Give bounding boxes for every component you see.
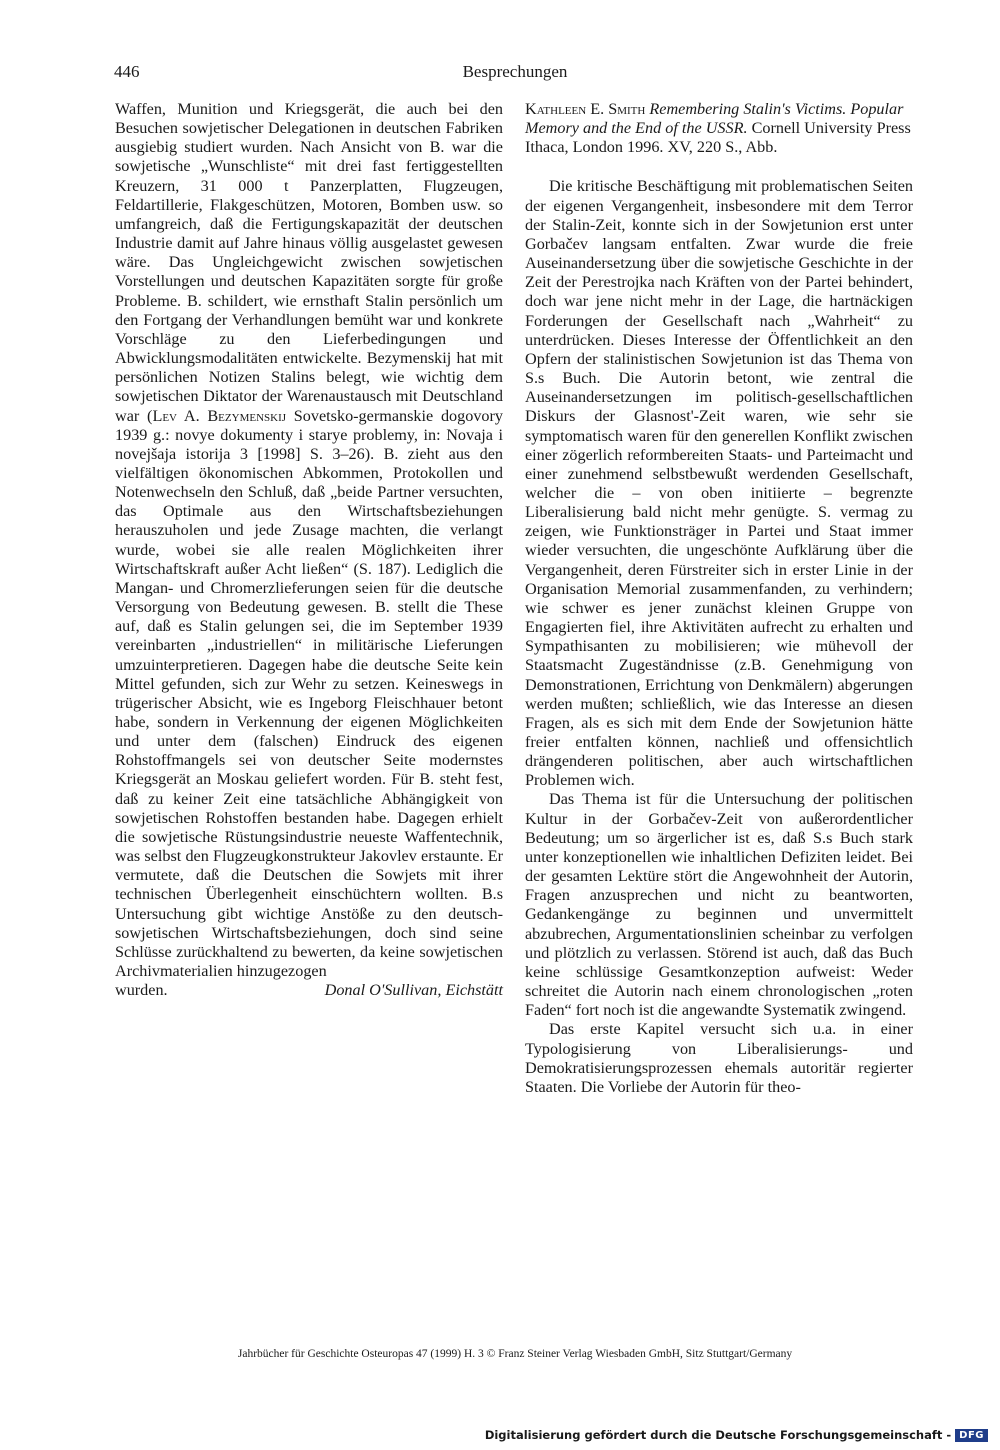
page-number: 446: [114, 62, 140, 81]
digitization-note: Digitalisierung gefördert durch die Deutsche Forschungsgemeinschaft -: [484, 1428, 952, 1442]
journal-footer: Jahrbücher für Geschichte Osteuropas 47 (1999) H. 3 © Franz Steiner Verlag Wiesbaden GmbH, Sitz Stuttgart/Germany: [237, 1348, 793, 1360]
citation-author: Lev A. Bezymenskij: [152, 406, 287, 425]
reviewer-signoff: [115, 981, 503, 1000]
review-continuation: [115, 100, 503, 981]
left-column: [115, 100, 503, 1000]
review-heading: [525, 100, 913, 157]
last-word: wurden.: [115, 981, 168, 1000]
continuation-text: Waffen, Munition und Kriegsgerät, die auch bei den Besuchen sowjetischer Delegationen in deutschen Fabriken ausgiebig studiert wurden. Nach Ansicht von B. war die sowjetische „Wunschliste“ mit drei fast fertiggestellten Kreuzern, 31 000 t Panzerplatten, Flugzeugen, Feldartillerie, Flakgeschützen, Motoren, Bomben usw. so umfangreich, daß die Fertigungskapazität der deutschen Industrie damit auf Jahre hinaus völlig ausgelastet gewesen wäre. Das Ungleichgewicht zwischen sowjetischen Vorstellungen und deutschen Kapazitäten sorgte für große Probleme. B. schildert, wie ernsthaft Stalin persönlich um den Fortgang der Verhandlungen bemüht war und konkrete Vorschläge zu den Lieferbedingungen und Abwicklungsmodalitäten entwickelte. Bezymenskij hat mit persönlichen Notizen Stalins belegt, wie wichtig dem sowjetischen Diktator der Warenaustausch mit Deutschland war (: [115, 100, 503, 425]
review-paragraph: Das erste Kapitel versucht sich u.a. in einer Typologisierung von Liberalisierungs- und Demokratisierungsprozessen ehemals autoritär regierter Staaten. Die Vorliebe der Autorin für theo-: [525, 1020, 913, 1096]
reviewer-name: Donal O'Sullivan, Eichstätt: [324, 981, 503, 1000]
digitization-bar: [485, 1428, 988, 1442]
review-paragraph: Das Thema ist für die Untersuchung der politischen Kultur in der Gorbačev-Zeit von außerordentlicher Bedeutung; um so ärgerlicher ist es, daß S.s Buch stark unter konzeptionellen wie inhaltlichen Defiziten leidet. Bei der gesamten Lektüre stört die Angewohnheit der Autorin, Fragen anzusprechen und nicht zu beantworten, Gedankengänge zu beginnen und unvermittelt abzubrechen, Argumentationslinien scheinbar zu verfolgen und plötzlich zu verlassen. Störend ist auch, daß das Buch keine schlüssige Gesamtkonzeption aufweist: Weder schreitet die Autorin nach einem chronologischen „roten Faden“ fort noch ist die angewandte Systematik zwingend.: [525, 790, 913, 1020]
review-title: Remembering Stalin's Victims. Popular Memory and the End of the USSR.: [525, 100, 904, 138]
review-author: Kathleen E. Smith: [525, 100, 646, 118]
citation-rest: Sovetsko-germanskie dogovory 1939 g.: novye dokumenty i starye problemy, in: Novaja i novejšaja istorija 3 [1998] S. 3–26). B. zieht aus den vielfältigen ökonomischen Abkommen, Protokollen und Notenwechseln den Schluß, daß „beide Partner versuchten, das Optimale aus den Wirtschaftsbeziehungen herauszuholen und jede Zusage machten, die verlangt wurde, wobei sie alle realen Möglichkeiten ihrer Wirtschaftskraft außer Acht ließen“ (S. 187). Lediglich die Mangan- und Chromerzlieferungen seien für die deutsche Versorgung von Bedeutung gewesen. B. stellt die These auf, daß es Stalin gelungen sei, die im September 1939 vereinbarten „industriellen“ in militärische Lieferungen umzuinterpretieren. Dagegen habe die deutsche Seite kein Mittel gefunden, sich zur Wehr zu setzen. Keineswegs in trügerischer Absicht, wie es Ingeborg Fleischhauer betont habe, sondern in Verkennung der eigenen Möglichkeiten und unter dem (falschen) Eindruck des eigenen Rohstoffmangels sei von deutscher Seite modernstes Kriegsgerät an Moskau geliefert worden. Für B. steht fest, daß zu keiner Zeit eine tatsächliche Abhängigkeit von sowjetischen Rohstoffen bestanden habe. Dagegen erhielt die sowjetische Rüstungsindustrie neueste Waffentechnik, was selbst den Flugzeugkonstrukteur Jakovlev erstaunte. Er vermutete, daß die Deutschen die Sowjets mit ihrer technischen Überlegenheit einschüchtern wollten. B.s Untersuchung gibt wichtige Anstöße zu den deutsch-sowjetischen Wirtschaftsbeziehungen, doch sind seine Schlüsse zurückhaltend zu bewerten, da keine sowjetischen Archivmaterialien hinzugezogen: [115, 406, 503, 981]
review-publication: Cornell University Press Ithaca, London 1996. XV, 220 S., Abb.: [525, 119, 911, 157]
right-column: [525, 100, 913, 1097]
running-title: Besprechungen: [462, 62, 568, 81]
review-paragraph: Die kritische Beschäftigung mit problematischen Seiten der eigenen Vergangenheit, insbesondere mit dem Terror der Stalin-Zeit, konnte sich in der Sowjetunion erst unter Gorbačev langsam entfalten. Zwar wurde die freie Auseinandersetzung über die sowjetische Geschichte in der Zeit der Perestrojka nach Kräften von der Partei behindert, doch war jene nicht mehr in der Lage, die hartnäckigen Forderungen der Gesellschaft nach „Wahrheit“ zu unterdrücken. Dieses Interesse der Öffentlichkeit an den Opfern der stalinistischen Sowjetunion ist das Thema von S.s Buch. Die Autorin betont, wie zentral die Auseinandersetzungen im politisch-gesellschaftlichen Diskurs der Glasnost'-Zeit waren, wie sehr sie symptomatisch waren für den generellen Konflikt zwischen einer zögerlich reformbereiten Staats- und Parteimacht und einer zunehmend selbstbewußt werdenden Gesellschaft, welcher die – von oben initiierte – begrenzte Liberalisierung bald nicht mehr genügte. S. vermag zu zeigen, wie Funktionsträger in Partei und Staat immer wieder versuchten, die ungeschönte Aufklärung über die Vergangenheit, deren Fürstreiter sich in erster Linie in der Organisation Memorial zusammenfanden, zu verhindern; wie schwer es jener zunächst kleinen Gruppe von Engagierten fiel, ihre Aktivitäten aufrecht zu erhalten und Sympathisanten zu mobilisieren; wie mühevoll der Staatsmacht Zugeständnisse (z.B. Genehmigung von Demonstrationen, Errichtung von Denkmälern) abgerungen werden mußten; schließlich, wie das Interesse an diesen Fragen, als es sich mit dem Ende der Sowjetunion hätte freier entfalten können, nachließ und offensichtlich drängenderen politischen, aber auch wirtschaftlichen Problemen wich.: [525, 177, 913, 790]
dfg-logo: DFG: [955, 1429, 988, 1442]
